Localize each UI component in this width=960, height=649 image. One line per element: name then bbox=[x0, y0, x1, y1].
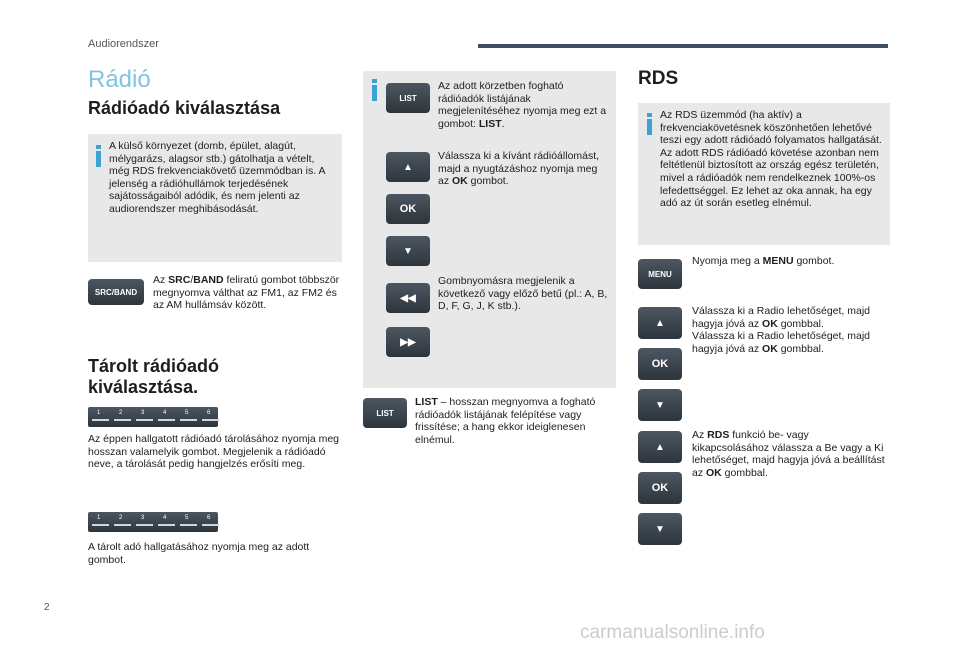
heading-rds: RDS bbox=[638, 68, 679, 89]
src-band-button[interactable]: SRC/BAND bbox=[88, 279, 144, 305]
select-station-text: Válassza ki a kívánt rádióállomást, majd a nyugtázáshoz nyomja meg az OK gombot. bbox=[438, 150, 600, 188]
recall-text: A tárolt adó hallgatásához nyomja meg az adott gombot. bbox=[88, 541, 310, 566]
info-box-rds bbox=[638, 103, 890, 245]
down-arrow-button-2[interactable]: ▼ bbox=[638, 389, 682, 421]
heading-station-select: Rádióadó kiválasztása bbox=[88, 98, 281, 118]
preset-6-label: 6 bbox=[207, 515, 211, 521]
fast-forward-button[interactable]: ▶▶ bbox=[386, 327, 430, 357]
page-title: Rádió bbox=[88, 66, 151, 93]
ok-button-2[interactable]: OK bbox=[638, 348, 682, 380]
letter-nav-text: Gombnyomásra megjelenik a következő vagy előző betű (pl.: A, B, D, F, G, J, K stb.). bbox=[438, 275, 608, 313]
preset-5-label: 5 bbox=[185, 410, 189, 416]
header-divider bbox=[478, 44, 888, 48]
rds-toggle-text: Az RDS funkció be- vagy kikapcsolásához válassza a Be vagy a Ki lehetőséget, majd hagyja jóvá a beállítást az OK gombbal. bbox=[692, 429, 885, 479]
menu-text: Nyomja meg a MENU gombot. bbox=[692, 255, 835, 267]
preset-6-label: 6 bbox=[207, 410, 211, 416]
list-button[interactable]: LIST bbox=[386, 83, 430, 113]
page-number: 2 bbox=[44, 602, 50, 613]
watermark: carmanualsonline.info bbox=[580, 622, 765, 643]
down-arrow-button[interactable]: ▼ bbox=[386, 236, 430, 266]
preset-1-label: 1 bbox=[97, 410, 101, 416]
rds-info-text: Az RDS üzemmód (ha aktív) a frekvenciakövetésnek köszönhetően lehetővé teszi egy adott rádióadó folyamatos hallgatását. Az adott RDS rádióadó követése azonban nem feltétlenül biztosított az ország egész területén, mivel a rádióadók nem rendelkeznek 100%-os lefedettséggel. Ez lehet az oka annak, ha egy adó az út során esetleg elnémul. bbox=[660, 109, 882, 210]
info-icon bbox=[369, 79, 381, 101]
info-box-reception bbox=[88, 134, 342, 262]
preset-3-label: 3 bbox=[141, 515, 145, 521]
store-text: Az éppen hallgatott rádióadó tárolásához nyomja meg hosszan valamelyik gombot. Megjelenik a rádióadó neve, a tárolását pedig hangjelzés erősíti meg. bbox=[88, 433, 339, 471]
preset-4-label: 4 bbox=[163, 515, 167, 521]
menu-button[interactable]: MENU bbox=[638, 259, 682, 289]
list-button-long[interactable]: LIST bbox=[363, 398, 407, 428]
section-header: Audiorendszer bbox=[88, 38, 159, 50]
preset-3-label: 3 bbox=[141, 410, 145, 416]
preset-4-label: 4 bbox=[163, 410, 167, 416]
info-icon bbox=[93, 145, 105, 167]
src-band-text: Az SRC/BAND feliratú gombot többször megnyomva válthat az FM1, az FM2 és az AM hullámsáv között. bbox=[153, 274, 340, 312]
down-arrow-button-3[interactable]: ▼ bbox=[638, 513, 682, 545]
preset-5-label: 5 bbox=[185, 515, 189, 521]
preset-buttons-bar[interactable] bbox=[88, 407, 218, 427]
radio-select-text: Válassza ki a Radio lehetőséget, majd hagyja jóvá az OK gombbal. Válassza ki a Radio lehetőséget, majd hagyja jóvá az OK gombbal. bbox=[692, 305, 871, 355]
preset-2-label: 2 bbox=[119, 410, 123, 416]
ok-button[interactable]: OK bbox=[386, 194, 430, 224]
heading-stored-station: Tárolt rádióadó kiválasztása. bbox=[88, 356, 220, 397]
preset-1-label: 1 bbox=[97, 515, 101, 521]
rewind-button[interactable]: ◀◀ bbox=[386, 283, 430, 313]
up-arrow-button-3[interactable]: ▲ bbox=[638, 431, 682, 463]
info-icon bbox=[644, 113, 656, 135]
up-arrow-button-2[interactable]: ▲ bbox=[638, 307, 682, 339]
up-arrow-button[interactable]: ▲ bbox=[386, 152, 430, 182]
list-long-text: LIST – hosszan megnyomva a fogható rádióadók listájának felépítése vagy frissítése; a hang ekkor ideiglenesen elnémul. bbox=[415, 396, 596, 446]
list-info-text: Az adott körzetben fogható rádióadók listájának megjelenítéséhez nyomja meg ezt a gombot: LIST. bbox=[438, 80, 607, 130]
ok-button-3[interactable]: OK bbox=[638, 472, 682, 504]
info-text: A külső környezet (domb, épület, alagút, mélygarázs, alagsor stb.) gátolhatja a vételt, még RDS frekvenciakövető üzemmódban is. A jelenség a rádióhullámok terjedésének sajátosságaiból adódik, és nem jelenti az audiorendszer meghibásodását. bbox=[109, 140, 325, 215]
preset-buttons-bar-recall[interactable] bbox=[88, 512, 218, 532]
preset-2-label: 2 bbox=[119, 515, 123, 521]
